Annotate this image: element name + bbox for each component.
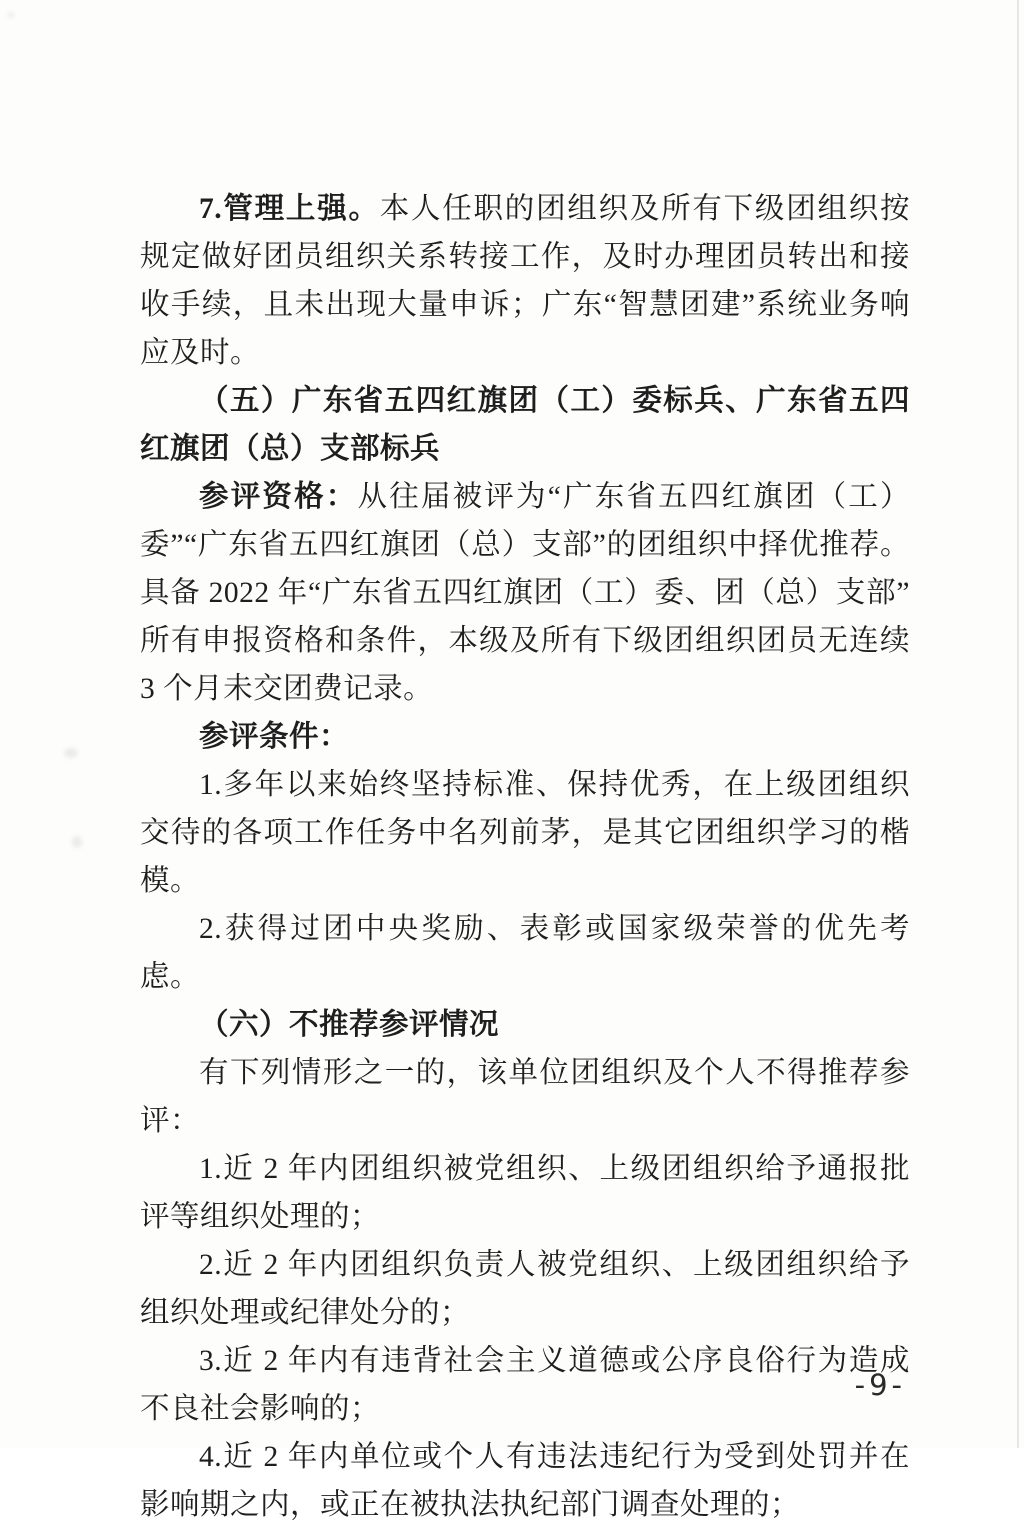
para-text: 2.近 2 年内团组织负责人被党组织、上级团组织给予组织处理或纪律处分的； [140,1249,910,1329]
para-text: 从往届被评为“广东省五四红旗团（工）委”“广东省五四红旗团（总）支部”的团组织中择优推荐。具备 2022 年“广东省五四红旗团（工）委、团（总）支部”所有申报资格和条件，本级及所有下级团组织团员无连续 3 个月未交团费记录。 [140,481,910,705]
para-disqualify-1 [140,1145,910,1241]
heading-text: （五）广东省五四红旗团（工）委标兵、广东省五四红旗团（总）支部标兵 [140,385,910,465]
para-disqualify-intro [140,1049,910,1145]
heading-text: 参评条件： [199,721,350,753]
para-disqualify-4 [140,1433,910,1529]
para-condition-2 [140,905,910,1001]
scan-edge-artifact [1017,0,1019,1448]
para-text: 3.近 2 年内有违背社会主义道德或公序良俗行为造成不良社会影响的； [140,1345,910,1425]
para-qualification [140,473,910,713]
para-text: 2.获得过团中央奖励、表彰或国家级荣誉的优先考虑。 [140,913,910,993]
page-number: -9- [854,1368,906,1402]
scan-smudge [8,12,14,18]
para-text: 本人任职的团组织及所有下级团组织按规定做好团员组织关系转接工作，及时办理团员转出和接收手续，且未出现大量申诉；广东“智慧团建”系统业务响应及时。 [140,193,910,369]
scan-smudge [64,748,78,758]
para-lead: 7.管理上强。 [199,193,380,225]
para-management-strength [140,185,910,377]
heading-conditions [140,713,910,761]
scan-smudge [72,836,82,848]
heading-section-6 [140,1001,910,1049]
para-text: 1.多年以来始终坚持标准、保持优秀，在上级团组织交待的各项工作任务中名列前茅，是其它团组织学习的楷模。 [140,769,910,897]
document-body [140,185,910,1529]
para-disqualify-3 [140,1337,910,1433]
para-text: 有下列情形之一的，该单位团组织及个人不得推荐参评： [140,1057,910,1137]
para-disqualify-2 [140,1241,910,1337]
heading-text: （六）不推荐参评情况 [199,1009,500,1041]
heading-section-5 [140,377,910,473]
para-condition-1 [140,761,910,905]
para-text: 4.近 2 年内单位或个人有违法违纪行为受到处罚并在影响期之内，或正在被执法执纪部门调查处理的； [140,1441,910,1521]
para-lead: 参评资格： [199,481,358,513]
para-text: 1.近 2 年内团组织被党组织、上级团组织给予通报批评等组织处理的； [140,1153,910,1233]
